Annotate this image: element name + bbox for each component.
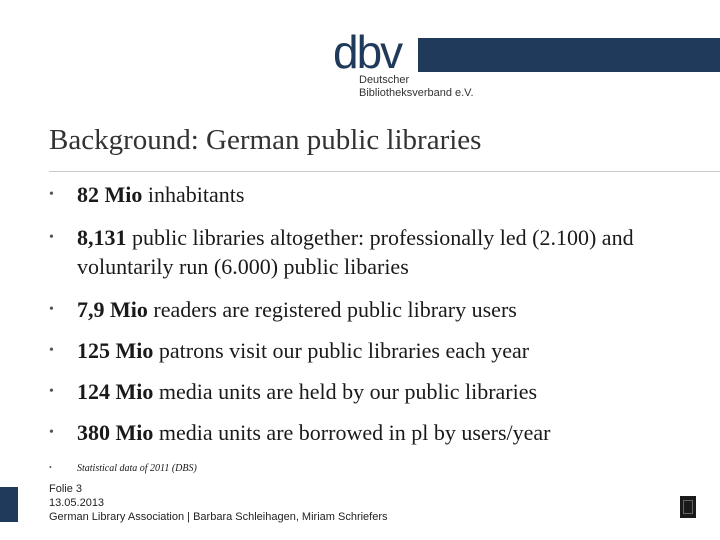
bullet-icon: • (49, 463, 52, 472)
bullet-item-inhabitants (49, 180, 689, 209)
bullet-item-readers (49, 295, 689, 324)
note-text: Statistical data of 2011 (DBS) (77, 463, 197, 474)
logo-subtitle (359, 74, 474, 100)
bullet-item-libraries (49, 223, 689, 281)
dbv-logo (333, 26, 720, 104)
slide-date: 13.05.2013 (49, 497, 105, 509)
title-divider (49, 171, 720, 172)
bullet-text: inhabitants (142, 182, 245, 207)
bullet-figure: 124 Mio (77, 379, 154, 404)
left-accent-bar (0, 487, 18, 522)
bullet-icon: • (49, 384, 54, 399)
bullet-text: public libraries altogether: professionally led (2.100) and voluntarily run (6.000) public libaries (77, 225, 634, 279)
bullet-icon: • (49, 425, 54, 440)
logo-subtitle-line2: Bibliotheksverband e.V. (359, 87, 474, 99)
navigation-icon[interactable] (680, 496, 696, 518)
bullet-text: media units are held by our public libraries (153, 379, 538, 404)
bullet-figure: 7,9 Mio (77, 297, 148, 322)
logo-subtitle-line1: Deutscher (359, 74, 410, 86)
bullet-figure: 380 Mio (77, 420, 154, 445)
bullet-icon: • (49, 230, 54, 245)
slide-title: Background: German public libraries (49, 124, 482, 156)
bullet-text: patrons visit our public libraries each year (153, 338, 530, 363)
bullet-figure: 125 Mio (77, 338, 154, 363)
bullet-icon: • (49, 187, 54, 202)
slide-number: Folie 3 (49, 483, 83, 495)
bullet-figure: 8,131 (77, 225, 127, 250)
bullet-item-media-borrowed (49, 418, 689, 447)
slide-footer (49, 482, 388, 524)
bullet-icon: • (49, 302, 54, 317)
bullet-icon: • (49, 343, 54, 358)
statistics-note (49, 463, 197, 474)
bullet-figure: 82 Mio (77, 182, 143, 207)
bullet-text: media units are borrowed in pl by users/year (153, 420, 551, 445)
logo-band (418, 38, 720, 72)
bullet-item-patrons (49, 336, 689, 365)
bullet-item-media-held (49, 377, 689, 406)
bullet-text: readers are registered public library users (147, 297, 517, 322)
slide-credit: German Library Association | Barbara Schleihagen, Miriam Schriefers (49, 511, 388, 523)
logo-mark: dbv (333, 24, 405, 80)
